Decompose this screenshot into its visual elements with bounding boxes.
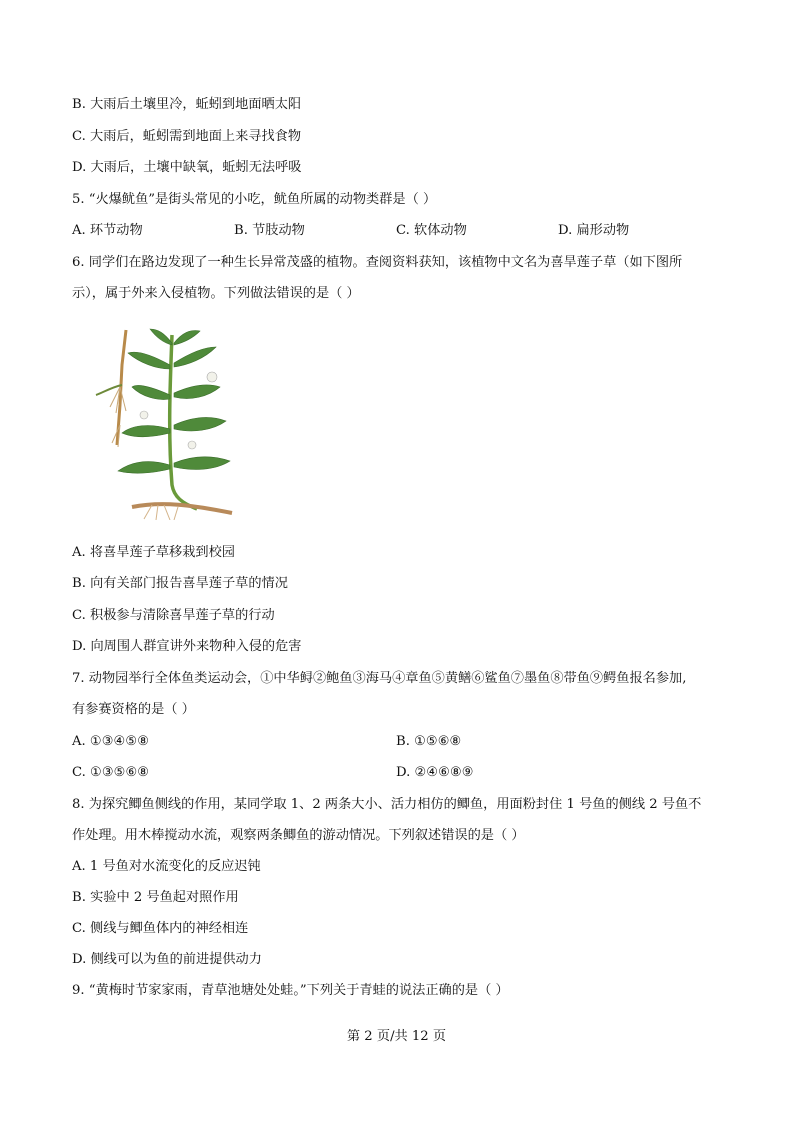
q7-option-a: A. ①③④⑤⑧ (72, 734, 150, 749)
plant-drawing (92, 325, 238, 520)
q5-stem: 5. “火爆鱿鱼”是街头常见的小吃，鱿鱼所属的动物类群是（ ） (72, 192, 437, 207)
q5-option-c: C. 软体动物 (396, 223, 467, 238)
page-number: 第 2 页/共 12 页 (346, 1029, 447, 1044)
q5-option-b: B. 节肢动物 (234, 223, 305, 238)
q8-stem-line1: 8. 为探究鲫鱼侧线的作用，某同学取 1、2 两条大小、活力相仿的鲫鱼，用面粉封住 1 号鱼的侧线 2 号鱼不 (72, 797, 702, 812)
q6-stem-line2: 示），属于外来入侵植物。下列做法错误的是（ ） (72, 286, 360, 301)
q6-option-c: C. 积极参与清除喜旱莲子草的行动 (72, 608, 275, 623)
q6-option-a: A. 将喜旱莲子草移栽到校园 (72, 545, 235, 560)
q7-option-d: D. ②④⑥⑧⑨ (396, 765, 474, 780)
q4-option-c: C. 大雨后，蚯蚓需到地面上来寻找食物 (72, 129, 302, 144)
q8-option-b: B. 实验中 2 号鱼起对照作用 (72, 890, 239, 905)
q6-option-d: D. 向周围人群宣讲外来物种入侵的危害 (72, 639, 302, 654)
q9-stem: 9. “黄梅时节家家雨，青草池塘处处蛙。”下列关于青蛙的说法正确的是（ ） (72, 983, 509, 998)
q8-option-c: C. 侧线与鲫鱼体内的神经相连 (72, 921, 249, 936)
q8-stem-line2: 作处理。用木棒搅动水流，观察两条鲫鱼的游动情况。下列叙述错误的是（ ） (72, 828, 525, 843)
q8-option-d: D. 侧线可以为鱼的前进提供动力 (72, 952, 262, 967)
q7-stem-line2: 有参赛资格的是（ ） (72, 702, 195, 717)
q4-option-b: B. 大雨后土壤里冷，蚯蚓到地面晒太阳 (72, 97, 302, 112)
q6-option-b: B. 向有关部门报告喜旱莲子草的情况 (72, 576, 288, 591)
q7-stem-line1: 7. 动物园举行全体鱼类运动会，①中华鲟②鲍鱼③海马④章鱼⑤黄鳝⑥鲨鱼⑦墨鱼⑧带鱼⑨鳄鱼报名参加, (72, 671, 687, 686)
plant-illustration (92, 325, 238, 520)
q7-option-b: B. ①⑤⑥⑧ (396, 734, 462, 749)
q4-option-d: D. 大雨后，土壤中缺氧，蚯蚓无法呼吸 (72, 160, 302, 175)
q5-option-a: A. 环节动物 (72, 223, 143, 238)
q8-option-a: A. 1 号鱼对水流变化的反应迟钝 (72, 859, 261, 874)
q7-option-c: C. ①③⑤⑥⑧ (72, 765, 150, 780)
q5-option-d: D. 扁形动物 (558, 223, 630, 238)
q6-stem-line1: 6. 同学们在路边发现了一种生长异常茂盛的植物。查阅资料获知，该植物中文名为喜旱莲子草（如下图所 (72, 255, 683, 270)
